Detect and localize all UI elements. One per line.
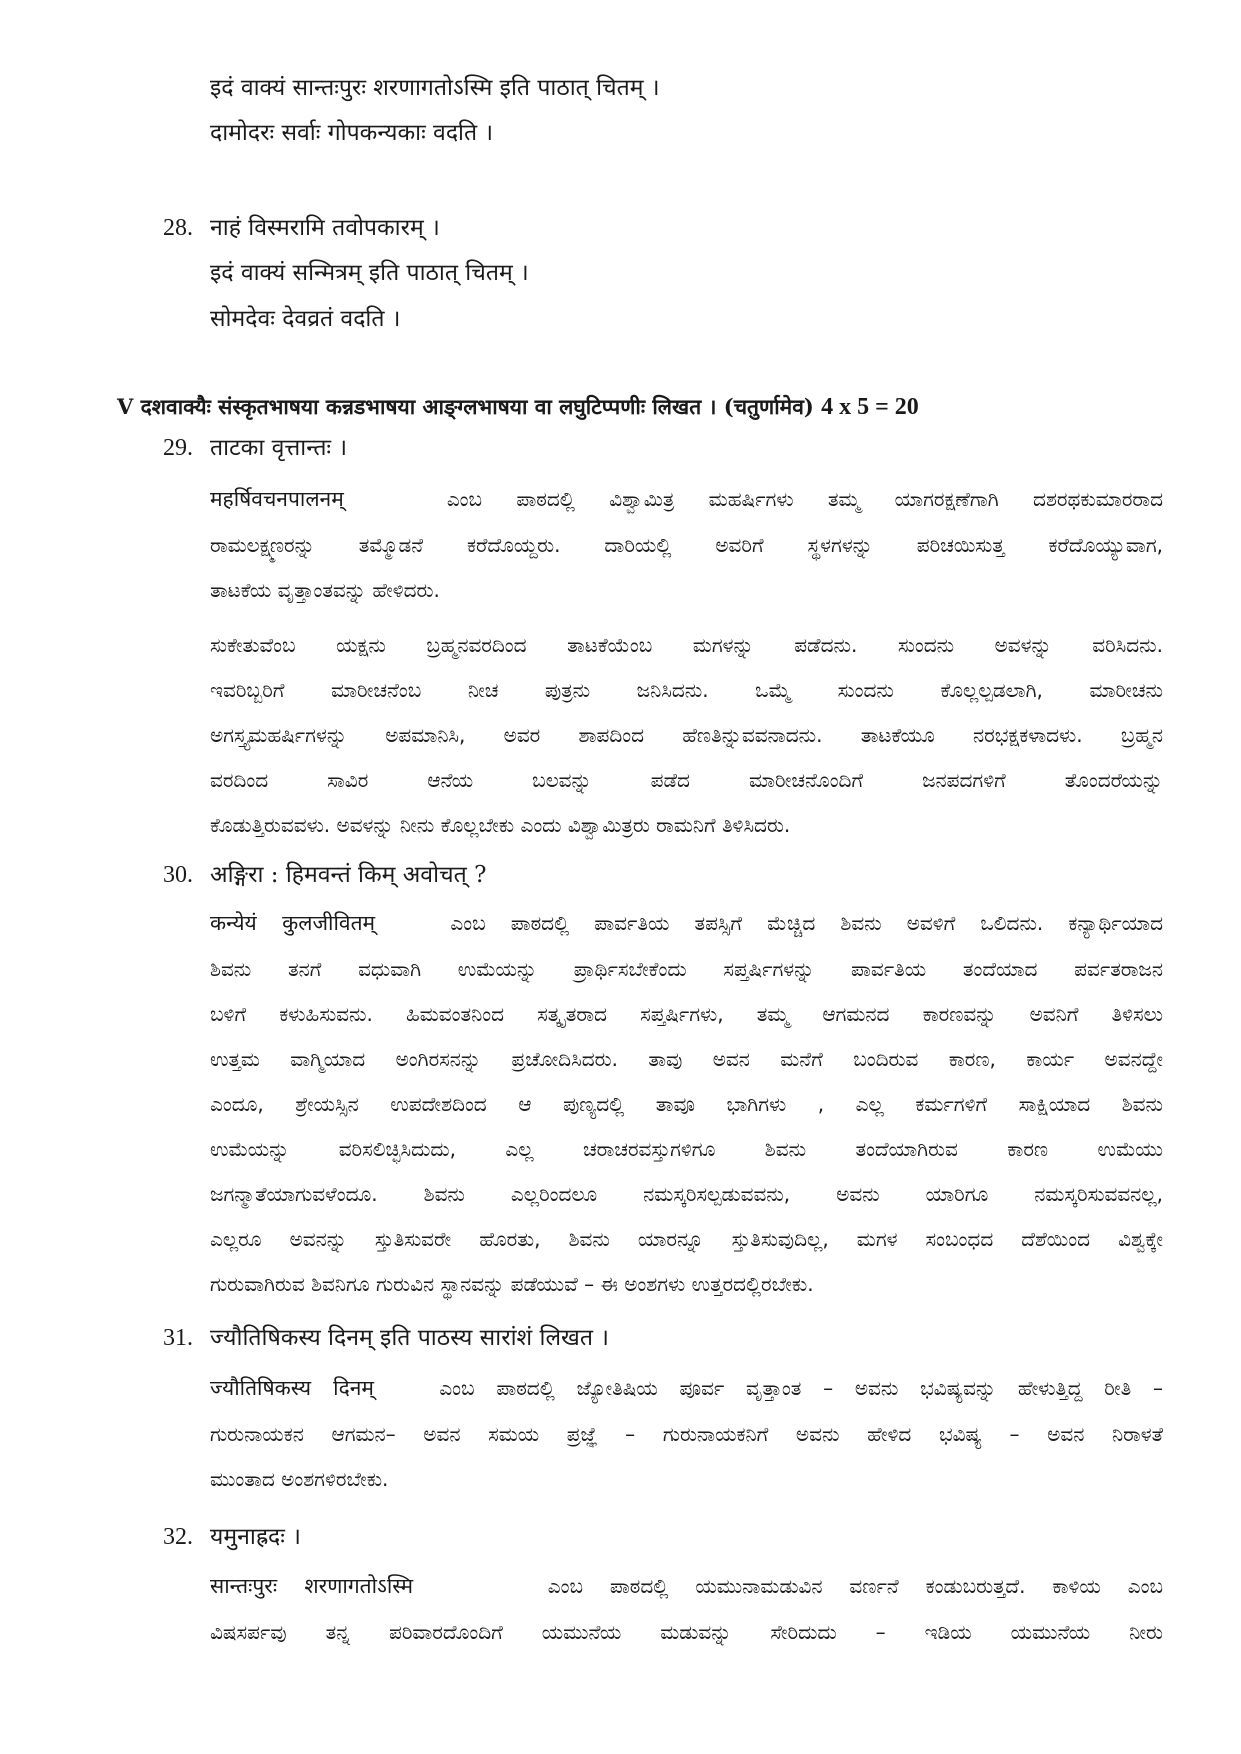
answer-line: ज्यौतिषिकस्य दिनम् ಎಂಬ ಪಾಠದಲ್ಲಿ ಜ್ಯೋತಿಷಿಯ ಪೂರ್ವ ವೃತ್ತಾಂತ – ಅವನು ಭವಿಷ್ಯವನ್ನು ಹೇಳುತ್ತಿದ್ದ ರೀತಿ – <box>210 1376 1164 1400</box>
answer-line: ಶಿವನು ತನಗೆ ವಧುವಾಗಿ ಉಮೆಯನ್ನು ಪ್ರಾರ್ಥಿಸಬೇಕೆಂದು ಸಪ್ತರ್ಷಿಗಳನ್ನು ಪಾರ್ವತಿಯ ತಂದೆಯಾದ ಪರ್ವತರಾಜನ <box>210 957 1163 981</box>
answer-line: ಗುರುವಾಗಿರುವ ಶಿವನಿಗೂ ಗುರುವಿನ ಸ್ಥಾನವನ್ನು ಪಡೆಯುವೆ – ಈ ಅಂಶಗಳು ಉತ್ತರದಲ್ಲಿರಬೇಕು. <box>210 1272 814 1296</box>
question-30 <box>163 860 486 890</box>
question-title: ज्यौतिषिकस्य दिनम् इति पाठस्य सारांशं लिखत । <box>210 1325 610 1351</box>
answer-line: ಇವರಿಬ್ಬರಿಗೆ ಮಾರೀಚನೆಂಬ ನೀಚ ಪುತ್ರನು ಜನಿಸಿದನು. ಒಮ್ಮೆ ಸುಂದನು ಕೊಲ್ಲಲ್ಪಡಲಾಗಿ, ಮಾರೀಚನು <box>210 678 1163 702</box>
question-28 <box>163 213 440 243</box>
q28-line-2: इदं वाक्यं सन्मित्रम् इति पाठात् चितम् । <box>210 260 529 286</box>
answer-line: ಸುಕೇತುವೆಂಬ ಯಕ್ಷನು ಬ್ರಹ್ಮನವರದಿಂದ ತಾಟಕೆಯೆಂಬ ಮಗಳನ್ನು ಪಡೆದನು. ಸುಂದನು ಅವಳನ್ನು ವರಿಸಿದನು. <box>210 633 1163 657</box>
section-marks: 4 x 5 = 20 <box>821 394 919 420</box>
question-title: यमुनाह्रदः । <box>210 1524 301 1550</box>
answer-line: ವಿಷಸರ್ಪವು ತನ್ನ ಪರಿವಾರದೊಂದಿಗೆ ಯಮುನೆಯ ಮಡುವನ್ನು ಸೇರಿದುದು – ಇಡಿಯ ಯಮುನೆಯ ನೀರು <box>210 1620 1163 1644</box>
question-29 <box>163 433 347 463</box>
lesson-name: कन्येयं कुलजीवितम् <box>210 911 376 935</box>
question-number: 32. <box>163 1524 193 1550</box>
lesson-name: सान्तःपुरः शरणागतोऽस्मि <box>210 1574 414 1598</box>
question-title: ताटका वृत्तान्तः । <box>210 435 348 461</box>
answer-line: ಉಮೆಯನ್ನು ವರಿಸಲಿಚ್ಛಿಸಿದುದು, ಎಲ್ಲ ಚರಾಚರವಸ್ತುಗಳಿಗೂ ಶಿವನು ತಂದೆಯಾಗಿರುವ ಕಾರಣ ಉಮೆಯು <box>210 1137 1163 1161</box>
answer-line: ಮುಂತಾದ ಅಂಶಗಳಿರಬೇಕು. <box>210 1467 389 1491</box>
top-line-2: दामोदरः सर्वाः गोपकन्यकाः वदति । <box>210 120 494 146</box>
lesson-name: ज्यौतिषिकस्य दिनम् <box>210 1376 374 1400</box>
question-number: 29. <box>163 435 193 461</box>
answer-line: कन्येयं कुलजीवितम् ಎಂಬ ಪಾಠದಲ್ಲಿ ಪಾರ್ವತಿಯ ತಪಸ್ಸಿಗೆ ಮೆಚ್ಚಿದ ಶಿವನು ಅವಳಿಗೆ ಒಲಿದನು. ಕನ್ಯಾರ್ಥಿಯಾದ <box>210 911 1163 935</box>
answer-line: ಜಗನ್ಮಾತೆಯಾಗುವಳೆಂದೂ. ಶಿವನು ಎಲ್ಲರಿಂದಲೂ ನಮಸ್ಕರಿಸಲ್ಪಡುವವನು, ಅವನು ಯಾರಿಗೂ ನಮಸ್ಕರಿಸುವವನಲ್ಲ, <box>210 1182 1163 1206</box>
question-title: नाहं विस्मरामि तवोपकारम् । <box>210 215 440 241</box>
question-number: 28. <box>163 215 193 241</box>
answer-line: ಉತ್ತಮ ವಾಗ್ಮಿಯಾದ ಅಂಗಿರಸನನ್ನು ಪ್ರಚೋದಿಸಿದರು. ತಾವು ಅವನ ಮನೆಗೆ ಬಂದಿರುವ ಕಾರಣ, ಕಾರ್ಯ ಅವನದ್ದೇ <box>210 1047 1163 1071</box>
answer-line: ಎಲ್ಲರೂ ಅವನನ್ನು ಸ್ತುತಿಸುವರೇ ಹೊರತು, ಶಿವನು ಯಾರನ್ನೂ ಸ್ತುತಿಸುವುದಿಲ್ಲ, ಮಗಳ ಸಂಬಂಧದ ದೆಶೆಯಿಂದ ವಿಶ್ವಕ್ಕೇ <box>210 1227 1163 1251</box>
answer-line: ಬಳಿಗೆ ಕಳುಹಿಸುವನು. ಹಿಮವಂತನಿಂದ ಸತ್ಕೃತರಾದ ಸಪ್ತರ್ಷಿಗಳು, ತಮ್ಮ ಆಗಮನದ ಕಾರಣವನ್ನು ಅವನಿಗೆ ತಿಳಿಸಲು <box>210 1002 1163 1026</box>
answer-line: ರಾಮಲಕ್ಷ್ಮಣರನ್ನು ತಮ್ಮೊಡನೆ ಕರೆದೊಯ್ದರು. ದಾರಿಯಲ್ಲಿ ಅವರಿಗೆ ಸ್ಥಳಗಳನ್ನು ಪರಿಚಯಿಸುತ್ತ ಕರೆದೊಯ್ಯುವಾಗ, <box>210 533 1163 557</box>
question-title: अङ्गिरा : हिमवन्तं किम् अवोचत् ? <box>210 862 487 888</box>
question-31 <box>163 1323 609 1353</box>
answer-line: महर्षिवचनपालनम् ಎಂಬ ಪಾಠದಲ್ಲಿ ವಿಶ್ವಾಮಿತ್ರ ಮಹರ್ಷಿಗಳು ತಮ್ಮ ಯಾಗರಕ್ಷಣೆಗಾಗಿ ದಶರಥಕುಮಾರರಾದ <box>210 487 1163 511</box>
answer-line: ವರದಿಂದ ಸಾವಿರ ಆನೆಯ ಬಲವನ್ನು ಪಡೆದ ಮಾರೀಚನೊಂದಿಗೆ ಜನಪದಗಳಿಗೆ ತೊಂದರೆಯನ್ನು <box>210 768 1163 792</box>
q28-line-3: सोमदेवः देवव्रतं वदति । <box>210 306 401 332</box>
answer-line: ಕೊಡುತ್ತಿರುವವಳು. ಅವಳನ್ನು ನೀನು ಕೊಲ್ಲಬೇಕು ಎಂದು ವಿಶ್ವಾಮಿತ್ರರು ರಾಮನಿಗೆ ತಿಳಿಸಿದರು. <box>210 813 791 837</box>
section-header <box>117 392 1127 422</box>
answer-line: ಎಂದೂ, ಶ್ರೇಯಸ್ಸಿನ ಉಪದೇಶದಿಂದ ಆ ಪುಣ್ಯದಲ್ಲಿ ತಾವೂ ಭಾಗಿಗಳು , ಎಲ್ಲ ಕರ್ಮಗಳಿಗೆ ಸಾಕ್ಷಿಯಾದ ಶಿವನು <box>210 1092 1163 1116</box>
top-line-1: इदं वाक्यं सान्तःपुरः शरणागतोऽस्मि इति पाठात् चितम् । <box>210 75 660 101</box>
answer-line: ಗುರುನಾಯಕನ ಆಗಮನ– ಅವನ ಸಮಯ ಪ್ರಜ್ಞೆ – ಗುರುನಾಯಕನಿಗೆ ಅವನು ಹೇಳಿದ ಭವಿಷ್ಯ – ಅವನ ನಿರಾಳತೆ <box>210 1422 1163 1446</box>
question-32 <box>163 1522 301 1552</box>
answer-line: सान्तःपुरः शरणागतोऽस्मि ಎಂಬ ಪಾಠದಲ್ಲಿ ಯಮುನಾಮಡುವಿನ ವರ್ಣನೆ ಕಂಡುಬರುತ್ತದೆ. ಕಾಳಿಯ ಎಂಬ <box>210 1574 1163 1598</box>
answer-line: ತಾಟಕೆಯ ವೃತ್ತಾಂತವನ್ನು ಹೇಳಿದರು. <box>210 578 440 602</box>
question-number: 31. <box>163 1325 193 1351</box>
section-label: V दशवाक्यैः संस्कृतभाषया कन्नडभाषया आङ्ग्लभाषया वा लघुटिप्पणीः लिखत । (चतुर्णामेव) <box>117 394 814 419</box>
lesson-name: महर्षिवचनपालनम् <box>210 487 344 511</box>
answer-line: ಅಗಸ್ತ್ಯಮಹರ್ಷಿಗಳನ್ನು ಅಪಮಾನಿಸಿ, ಅವರ ಶಾಪದಿಂದ ಹೆಣತಿನ್ನುವವನಾದನು. ತಾಟಕೆಯೂ ನರಭಕ್ಷಕಳಾದಳು. ಬ್ರಹ್ಮನ <box>210 723 1163 747</box>
question-number: 30. <box>163 862 193 888</box>
